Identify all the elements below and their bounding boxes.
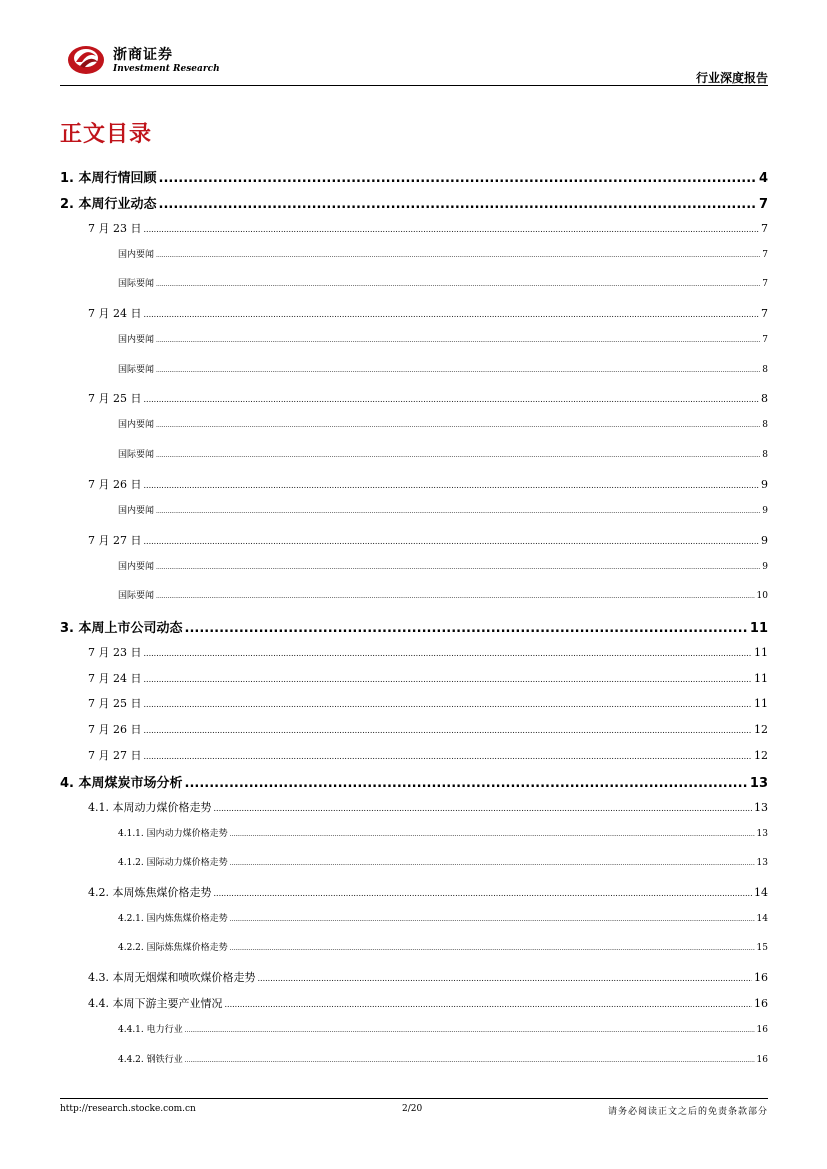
- toc-entry-2-3-1[interactable]: [118, 417, 768, 430]
- toc-leader: [156, 564, 760, 571]
- toc-entry-page: 14: [754, 886, 768, 899]
- toc-entry-page: 9: [762, 506, 768, 516]
- toc-entry-label: 4.2.1. 国内炼焦煤价格走势: [118, 914, 228, 924]
- toc-entry-label: 4.4.1. 电力行业: [118, 1025, 183, 1035]
- toc-entry-2-4-1[interactable]: [118, 503, 768, 516]
- toc-entry-page: 8: [762, 450, 768, 460]
- toc-leader: [156, 508, 760, 515]
- toc-entry-page: 14: [756, 914, 768, 924]
- toc-entry-page: 16: [756, 1055, 768, 1065]
- toc-leader: [185, 1027, 755, 1034]
- report-type-label: 行业深度报告: [695, 71, 768, 85]
- toc-leader: [156, 452, 760, 459]
- toc-entry-page: 11: [749, 621, 768, 636]
- toc-entry-page: 12: [754, 749, 768, 762]
- toc-leader: [144, 481, 760, 490]
- toc-entry-label: 国际要闻: [118, 365, 155, 375]
- toc-leader: [156, 252, 760, 259]
- toc-entry-page: 10: [756, 591, 768, 601]
- toc-leader: [156, 367, 760, 374]
- toc-leader: [156, 281, 760, 288]
- brand-name-en: Investment Research: [113, 64, 220, 74]
- toc-entry-2-4[interactable]: [88, 476, 768, 492]
- company-logo-icon: [66, 40, 106, 76]
- toc-leader: [144, 752, 753, 761]
- toc-entry-4-4-1[interactable]: [118, 1022, 768, 1035]
- toc-leader: [225, 1000, 753, 1009]
- toc-entry-label: 7 月 27 日: [88, 749, 142, 762]
- toc-entry-3-2[interactable]: [88, 670, 768, 686]
- toc-entry-4-4[interactable]: [88, 995, 768, 1011]
- toc-title: 正文目录: [60, 122, 153, 147]
- toc-leader: [144, 675, 753, 684]
- toc-entry-3-5[interactable]: [88, 747, 768, 763]
- toc-entry-page: 8: [762, 365, 768, 375]
- toc-leader: [230, 831, 755, 838]
- toc-entry-label: 4.2. 本周炼焦煤价格走势: [88, 886, 212, 899]
- toc-entry-page: 7: [762, 250, 768, 260]
- toc-entry-label: 4.3. 本周无烟煤和喷吹煤价格走势: [88, 971, 256, 984]
- toc-entry-3-3[interactable]: [88, 695, 768, 711]
- toc-leader: [156, 593, 755, 600]
- header-divider: [60, 85, 768, 86]
- toc-entry-2-3-2[interactable]: [118, 447, 768, 460]
- toc-leader: [159, 171, 757, 186]
- toc-entry-label: 3. 本周上市公司动态: [60, 621, 183, 636]
- toc-leader: [144, 700, 753, 709]
- page-header: [0, 0, 827, 90]
- toc-entry-page: 7: [762, 279, 768, 289]
- toc-entry-page: 9: [761, 478, 768, 491]
- toc-entry-4-2-2[interactable]: [118, 940, 768, 953]
- toc-entry-3-1[interactable]: [88, 644, 768, 660]
- toc-entry-1[interactable]: [60, 167, 768, 186]
- toc-entry-label: 7 月 25 日: [88, 697, 142, 710]
- toc-entry-label: 国际要闻: [118, 591, 155, 601]
- toc-entry-2-2[interactable]: [88, 305, 768, 321]
- toc-entry-page: 13: [756, 829, 768, 839]
- toc-entry-page: 7: [758, 197, 768, 212]
- toc-entry-page: 7: [761, 222, 768, 235]
- toc-leader: [230, 916, 755, 923]
- toc-entry-page: 11: [754, 672, 768, 685]
- toc-entry-3-4[interactable]: [88, 721, 768, 737]
- toc-entry-4[interactable]: [60, 772, 768, 791]
- toc-entry-page: 12: [754, 723, 768, 736]
- toc-leader: [214, 804, 753, 813]
- toc-leader: [144, 310, 760, 319]
- toc-entry-page: 16: [754, 997, 768, 1010]
- toc-leader: [185, 1057, 755, 1064]
- toc-entry-label: 4.4. 本周下游主要产业情况: [88, 997, 223, 1010]
- toc-entry-page: 8: [762, 420, 768, 430]
- footer-disclaimer: 请务必阅读正文之后的免责条款部分: [607, 1107, 768, 1117]
- toc-leader: [230, 860, 755, 867]
- toc-entry-2-5[interactable]: [88, 532, 768, 548]
- toc-entry-label: 4. 本周煤炭市场分析: [60, 776, 183, 791]
- toc-entry-label: 4.2.2. 国际炼焦煤价格走势: [118, 943, 228, 953]
- toc-leader: [185, 621, 748, 636]
- toc-entry-label: 4.4.2. 钢铁行业: [118, 1055, 183, 1065]
- toc-entry-page: 13: [749, 776, 768, 791]
- toc-entry-4-3[interactable]: [88, 969, 768, 985]
- toc-entry-label: 7 月 23 日: [88, 222, 142, 235]
- toc-entry-page: 9: [762, 562, 768, 572]
- toc-entry-label: 国际要闻: [118, 450, 155, 460]
- toc-entry-page: 4: [758, 171, 768, 186]
- toc-entry-2-1-2[interactable]: [118, 276, 768, 289]
- toc-entry-4-2[interactable]: [88, 884, 768, 900]
- toc-entry-page: 11: [754, 646, 768, 659]
- footer-url-link[interactable]: http://research.stocke.com.cn: [60, 1104, 196, 1114]
- toc-leader: [144, 225, 760, 234]
- brand-name-cn: 浙商证券: [113, 47, 173, 63]
- toc-entry-2-2-1[interactable]: [118, 332, 768, 345]
- toc-leader: [258, 974, 753, 983]
- toc-entry-page: 11: [754, 697, 768, 710]
- toc-leader: [185, 776, 748, 791]
- toc-leader: [144, 537, 760, 546]
- toc-entry-4-1-1[interactable]: [118, 826, 768, 839]
- toc-entry-label: 7 月 26 日: [88, 723, 142, 736]
- toc-entry-page: 15: [756, 943, 768, 953]
- toc-entry-label: 4.1. 本周动力煤价格走势: [88, 801, 212, 814]
- toc-entry-page: 13: [756, 858, 768, 868]
- toc-entry-2[interactable]: [60, 193, 768, 212]
- toc-entry-page: 13: [754, 801, 768, 814]
- toc-entry-label: 7 月 24 日: [88, 307, 142, 320]
- footer-divider: [60, 1098, 768, 1099]
- toc-entry-page: 8: [761, 392, 768, 405]
- toc-entry-2-2-2[interactable]: [118, 362, 768, 375]
- toc-entry-label: 4.1.2. 国际动力煤价格走势: [118, 858, 228, 868]
- toc-entry-label: 国内要闻: [118, 506, 155, 516]
- toc-entry-label: 7 月 27 日: [88, 534, 142, 547]
- toc-leader: [159, 197, 757, 212]
- toc-entry-label: 7 月 23 日: [88, 646, 142, 659]
- toc-entry-page: 16: [754, 971, 768, 984]
- toc-entry-2-1[interactable]: [88, 220, 768, 236]
- toc-leader: [156, 422, 760, 429]
- toc-entry-2-5-1[interactable]: [118, 559, 768, 572]
- footer-page-number: 2/20: [402, 1104, 423, 1114]
- toc-entry-label: 国际要闻: [118, 279, 155, 289]
- toc-entry-label: 7 月 25 日: [88, 392, 142, 405]
- toc-entry-4-2-1[interactable]: [118, 911, 768, 924]
- toc-leader: [144, 649, 753, 658]
- toc-entry-label: 7 月 24 日: [88, 672, 142, 685]
- toc-entry-2-5-2[interactable]: [118, 588, 768, 601]
- toc-entry-4-4-2[interactable]: [118, 1052, 768, 1065]
- toc-entry-2-1-1[interactable]: [118, 247, 768, 260]
- toc-entry-label: 国内要闻: [118, 562, 155, 572]
- toc-entry-label: 1. 本周行情回顾: [60, 171, 157, 186]
- toc-leader: [214, 889, 753, 898]
- toc-leader: [144, 726, 753, 735]
- toc-entry-2-3[interactable]: [88, 390, 768, 406]
- toc-entry-page: 7: [761, 307, 768, 320]
- toc-entry-4-1[interactable]: [88, 799, 768, 815]
- toc-entry-label: 国内要闻: [118, 420, 155, 430]
- toc-leader: [144, 395, 760, 404]
- toc-entry-label: 国内要闻: [118, 250, 155, 260]
- toc-entry-label: 2. 本周行业动态: [60, 197, 157, 212]
- toc-leader: [156, 337, 760, 344]
- toc-entry-3[interactable]: [60, 617, 768, 636]
- toc-entry-page: 7: [762, 335, 768, 345]
- toc-entry-label: 国内要闻: [118, 335, 155, 345]
- toc-entry-label: 4.1.1. 国内动力煤价格走势: [118, 829, 228, 839]
- toc-entry-label: 7 月 26 日: [88, 478, 142, 491]
- toc-entry-4-1-2[interactable]: [118, 855, 768, 868]
- toc-entry-page: 16: [756, 1025, 768, 1035]
- toc-leader: [230, 945, 755, 952]
- toc-entry-page: 9: [761, 534, 768, 547]
